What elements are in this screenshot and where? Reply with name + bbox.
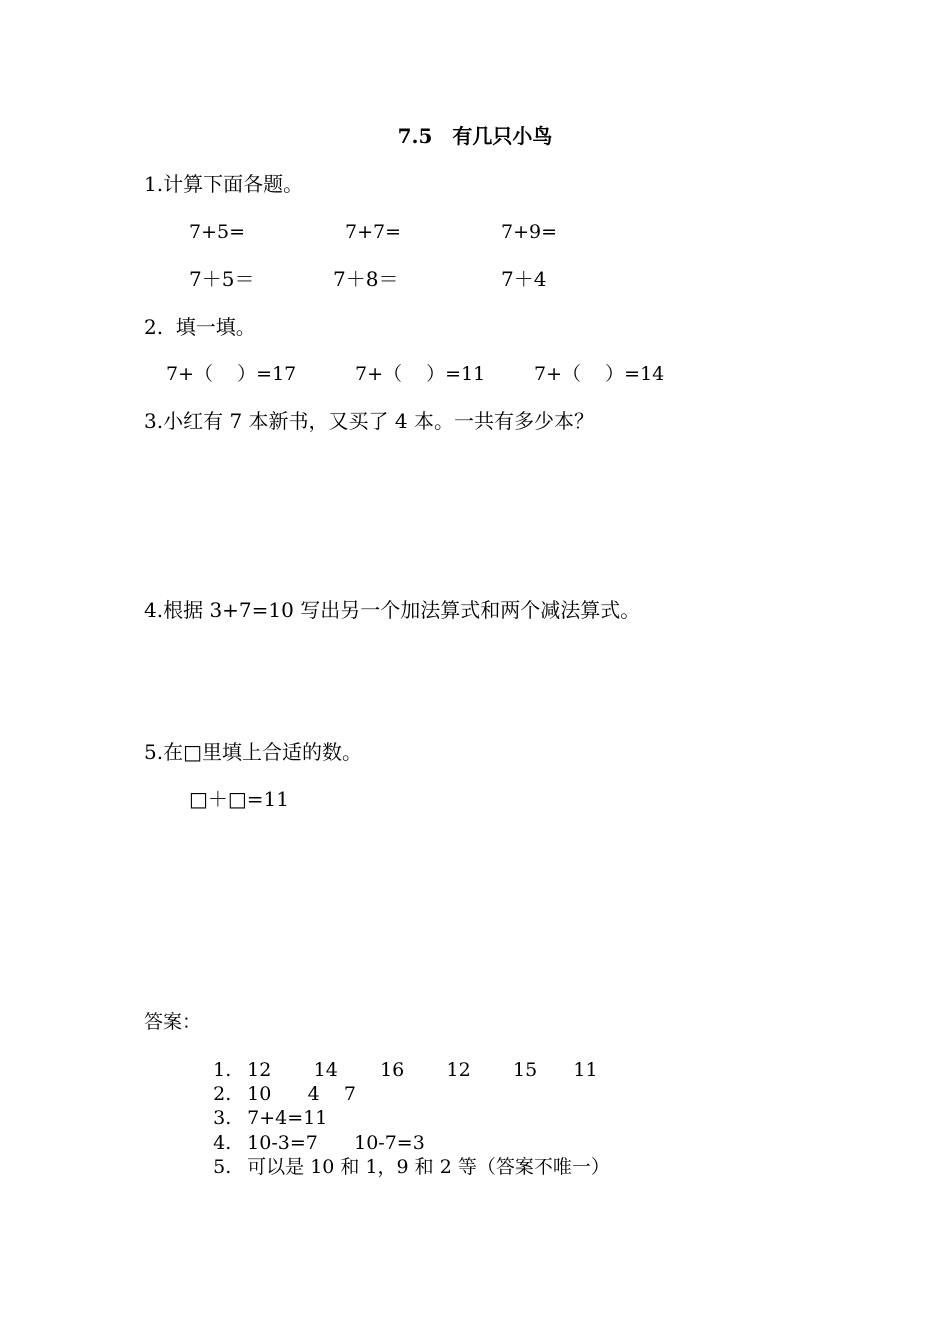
page-title: 7.5 有几只小鸟 xyxy=(397,124,553,148)
q5-expression: □＋□=11 xyxy=(189,787,289,811)
answer-number: 2. xyxy=(213,1083,232,1105)
answer-number: 5. xyxy=(213,1156,232,1178)
answer-number: 3. xyxy=(213,1107,232,1129)
q1-row1-item-1: 7+5= xyxy=(189,221,246,243)
answer-text: 12 14 16 12 15 11 xyxy=(247,1059,598,1081)
answer-text: 可以是 10 和 1，9 和 2 等（答案不唯一） xyxy=(247,1156,610,1178)
question-4-heading: 4.根据 3+7=10 写出另一个加法算式和两个减法算式。 xyxy=(144,598,641,622)
question-1-heading: 1.计算下面各题。 xyxy=(144,172,304,196)
q1-row2-item-2: 7＋8＝ xyxy=(333,267,399,291)
q1-row2-item-3: 7＋4 xyxy=(501,267,547,291)
question-3-heading: 3.小红有 7 本新书，又买了 4 本。一共有多少本？ xyxy=(144,409,594,433)
q1-row1-item-2: 7+7= xyxy=(345,221,402,243)
answers-label: 答案： xyxy=(144,1011,202,1033)
q2-item-3: 7+（ ）=14 xyxy=(534,363,665,385)
q1-row1-item-3: 7+9= xyxy=(501,221,558,243)
answer-number: 4. xyxy=(213,1132,232,1154)
q1-row2-item-1: 7＋5＝ xyxy=(189,267,255,291)
answer-number: 1. xyxy=(213,1059,232,1081)
answer-text: 10-3=7 10-7=3 xyxy=(247,1132,425,1154)
q2-item-2: 7+（ ）=11 xyxy=(355,363,486,385)
answer-text: 10 4 7 xyxy=(247,1083,356,1105)
question-2-heading: 2. 填一填。 xyxy=(144,315,256,339)
q2-item-1: 7+（ ）=17 xyxy=(166,363,297,385)
answer-text: 7+4=11 xyxy=(247,1107,328,1129)
question-5-heading: 5.在□里填上合适的数。 xyxy=(144,740,362,764)
answer-item-5 xyxy=(189,1131,610,1203)
